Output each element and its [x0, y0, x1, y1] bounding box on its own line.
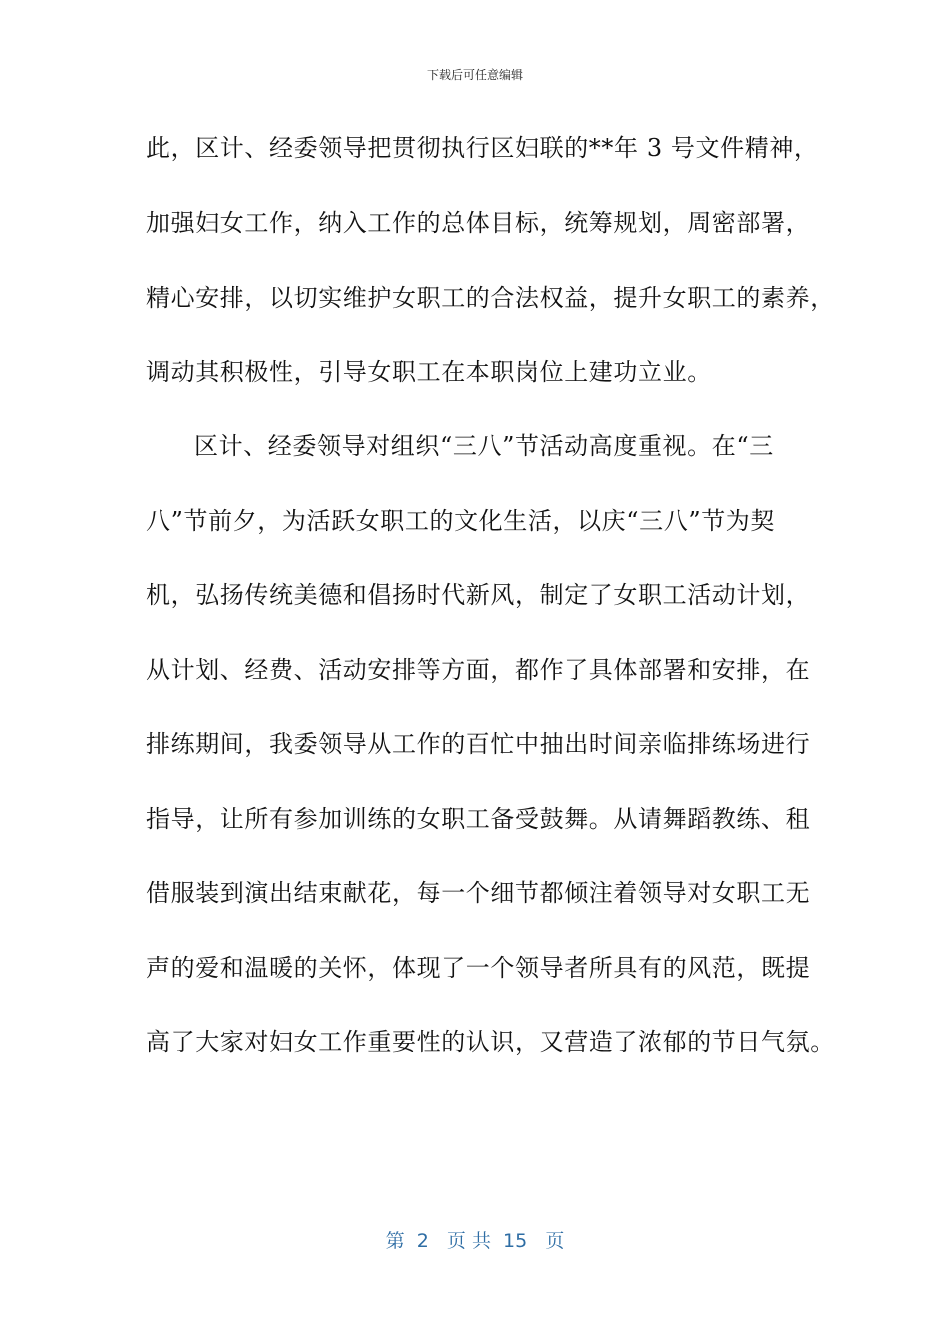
paragraph-line: 精心安排，以切实维护女职工的合法权益，提升女职工的素养，	[146, 284, 835, 312]
paragraph-line: 指导，让所有参加训练的女职工备受鼓舞。从请舞蹈教练、租	[146, 805, 811, 833]
paragraph-line: 八”节前夕，为活跃女职工的文化生活，以庆“三八”节为契	[146, 507, 776, 535]
paragraph-line: 从计划、经费、活动安排等方面，都作了具体部署和安排，在	[146, 656, 811, 684]
header-note: 下载后可任意编辑	[426, 68, 523, 82]
paragraph-line: 此，区计、经委领导把贯彻执行区妇联的**年 3 号文件精神，	[146, 134, 819, 162]
paragraph-line: 高了大家对妇女工作重要性的认识，又营造了浓郁的节日气氛。	[146, 1028, 835, 1056]
paragraph-line: 调动其积极性，引导女职工在本职岗位上建功立业。	[146, 358, 712, 386]
paragraph-line: 加强妇女工作，纳入工作的总体目标，统筹规划，周密部署，	[146, 209, 811, 237]
paragraph-line: 排练期间，我委领导从工作的百忙中抽出时间亲临排练场进行	[146, 730, 811, 758]
paragraph-line: 机，弘扬传统美德和倡扬时代新风，制定了女职工活动计划，	[146, 581, 811, 609]
paragraph-line: 声的爱和温暖的关怀，体现了一个领导者所具有的风范，既提	[146, 954, 811, 982]
paragraph-line: 区计、经委领导对组织“三八”节活动高度重视。在“三	[194, 432, 774, 460]
page-number: 第 2 页 共 15 页	[385, 1230, 565, 1252]
paragraph-line: 借服装到演出结束献花，每一个细节都倾注着领导对女职工无	[146, 879, 811, 907]
